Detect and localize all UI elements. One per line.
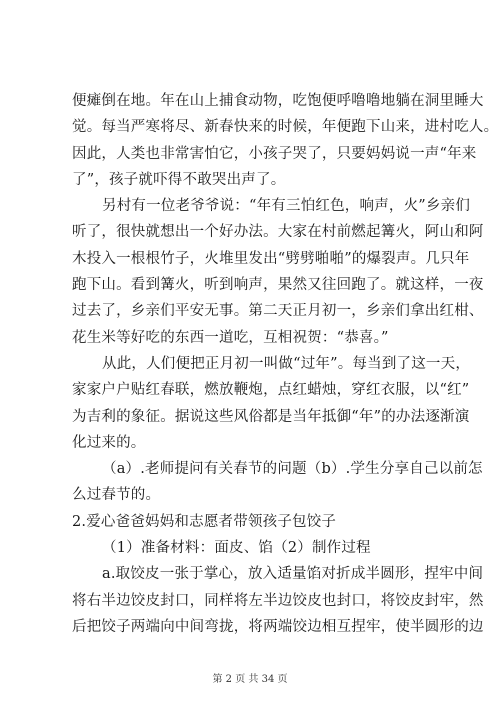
text-line: 了”，孩子就吓得不敢哭出声了。 — [72, 171, 286, 188]
page-footer — [0, 670, 500, 685]
page-number-label: 第 2 页 共 34 页 — [212, 674, 288, 685]
text-line: 将右半边饺皮封口，同样将左半边饺皮也封口，将饺皮封牢，然 — [72, 592, 484, 609]
text-line: 木投入一根根竹子，火堆里发出“劈劈啪啪”的爆裂声。几只年 — [72, 250, 470, 267]
section-heading: 2.爱心爸爸妈妈和志愿者带领孩子包饺子 — [72, 513, 337, 530]
text-line: （a）.老师提问有关春节的问题（b）.学生分享自己以前怎 — [102, 461, 483, 478]
text-line: （1）准备材料：面皮、馅（2）制作过程 — [102, 540, 371, 557]
text-line: 从此，人们便把正月初一叫做“过年”。每当到了这一天， — [102, 355, 471, 372]
document-body — [72, 88, 499, 640]
text-line: 么过春节的。 — [72, 487, 161, 504]
text-line: 便瘫倒在地。年在山上捕食动物，吃饱便呼噜噜地躺在洞里睡大 — [72, 93, 484, 109]
text-line: 跑下山。看到篝火，听到响声，果然又往回跑了。就这样，一夜 — [72, 277, 484, 294]
text-line: 听了，很快就想出一个好办法。大家在村前燃起篝火，阿山和阿 — [72, 224, 484, 241]
text-line: a.取饺皮一张于掌心，放入适量馅对折成半圆形，捏牢中间 — [102, 566, 484, 583]
text-line: 另村有一位老爷爷说：“年有三怕红色，响声，火”乡亲们 — [102, 198, 471, 215]
text-line: 化过来的。 — [72, 434, 146, 451]
text-line: 为吉利的象征。据说这些风俗都是当年抵御“年”的办法逐渐演 — [72, 408, 470, 425]
text-line: 家家户户贴红春联，燃放鞭炮，点红蜡烛，穿红衣服，以“红” — [72, 382, 470, 399]
text-line: 花生米等好吃的东西一道吃，互相祝贺：“恭喜。” — [72, 329, 389, 346]
text-line: 因此，人类也非常害怕它，小孩子哭了，只要妈妈说一声“年来 — [72, 145, 477, 162]
text-line: 过去了，乡亲们平安无事。第二天正月初一，乡亲们拿出红柑、 — [72, 303, 484, 320]
text-line: 觉。每当严寒将尽、新春快来的时候，年便跑下山来，进村吃人。 — [72, 119, 499, 136]
text-line: 后把饺子两端向中间弯拢，将两端饺边相互捏牢，使半圆形的边 — [72, 618, 484, 635]
